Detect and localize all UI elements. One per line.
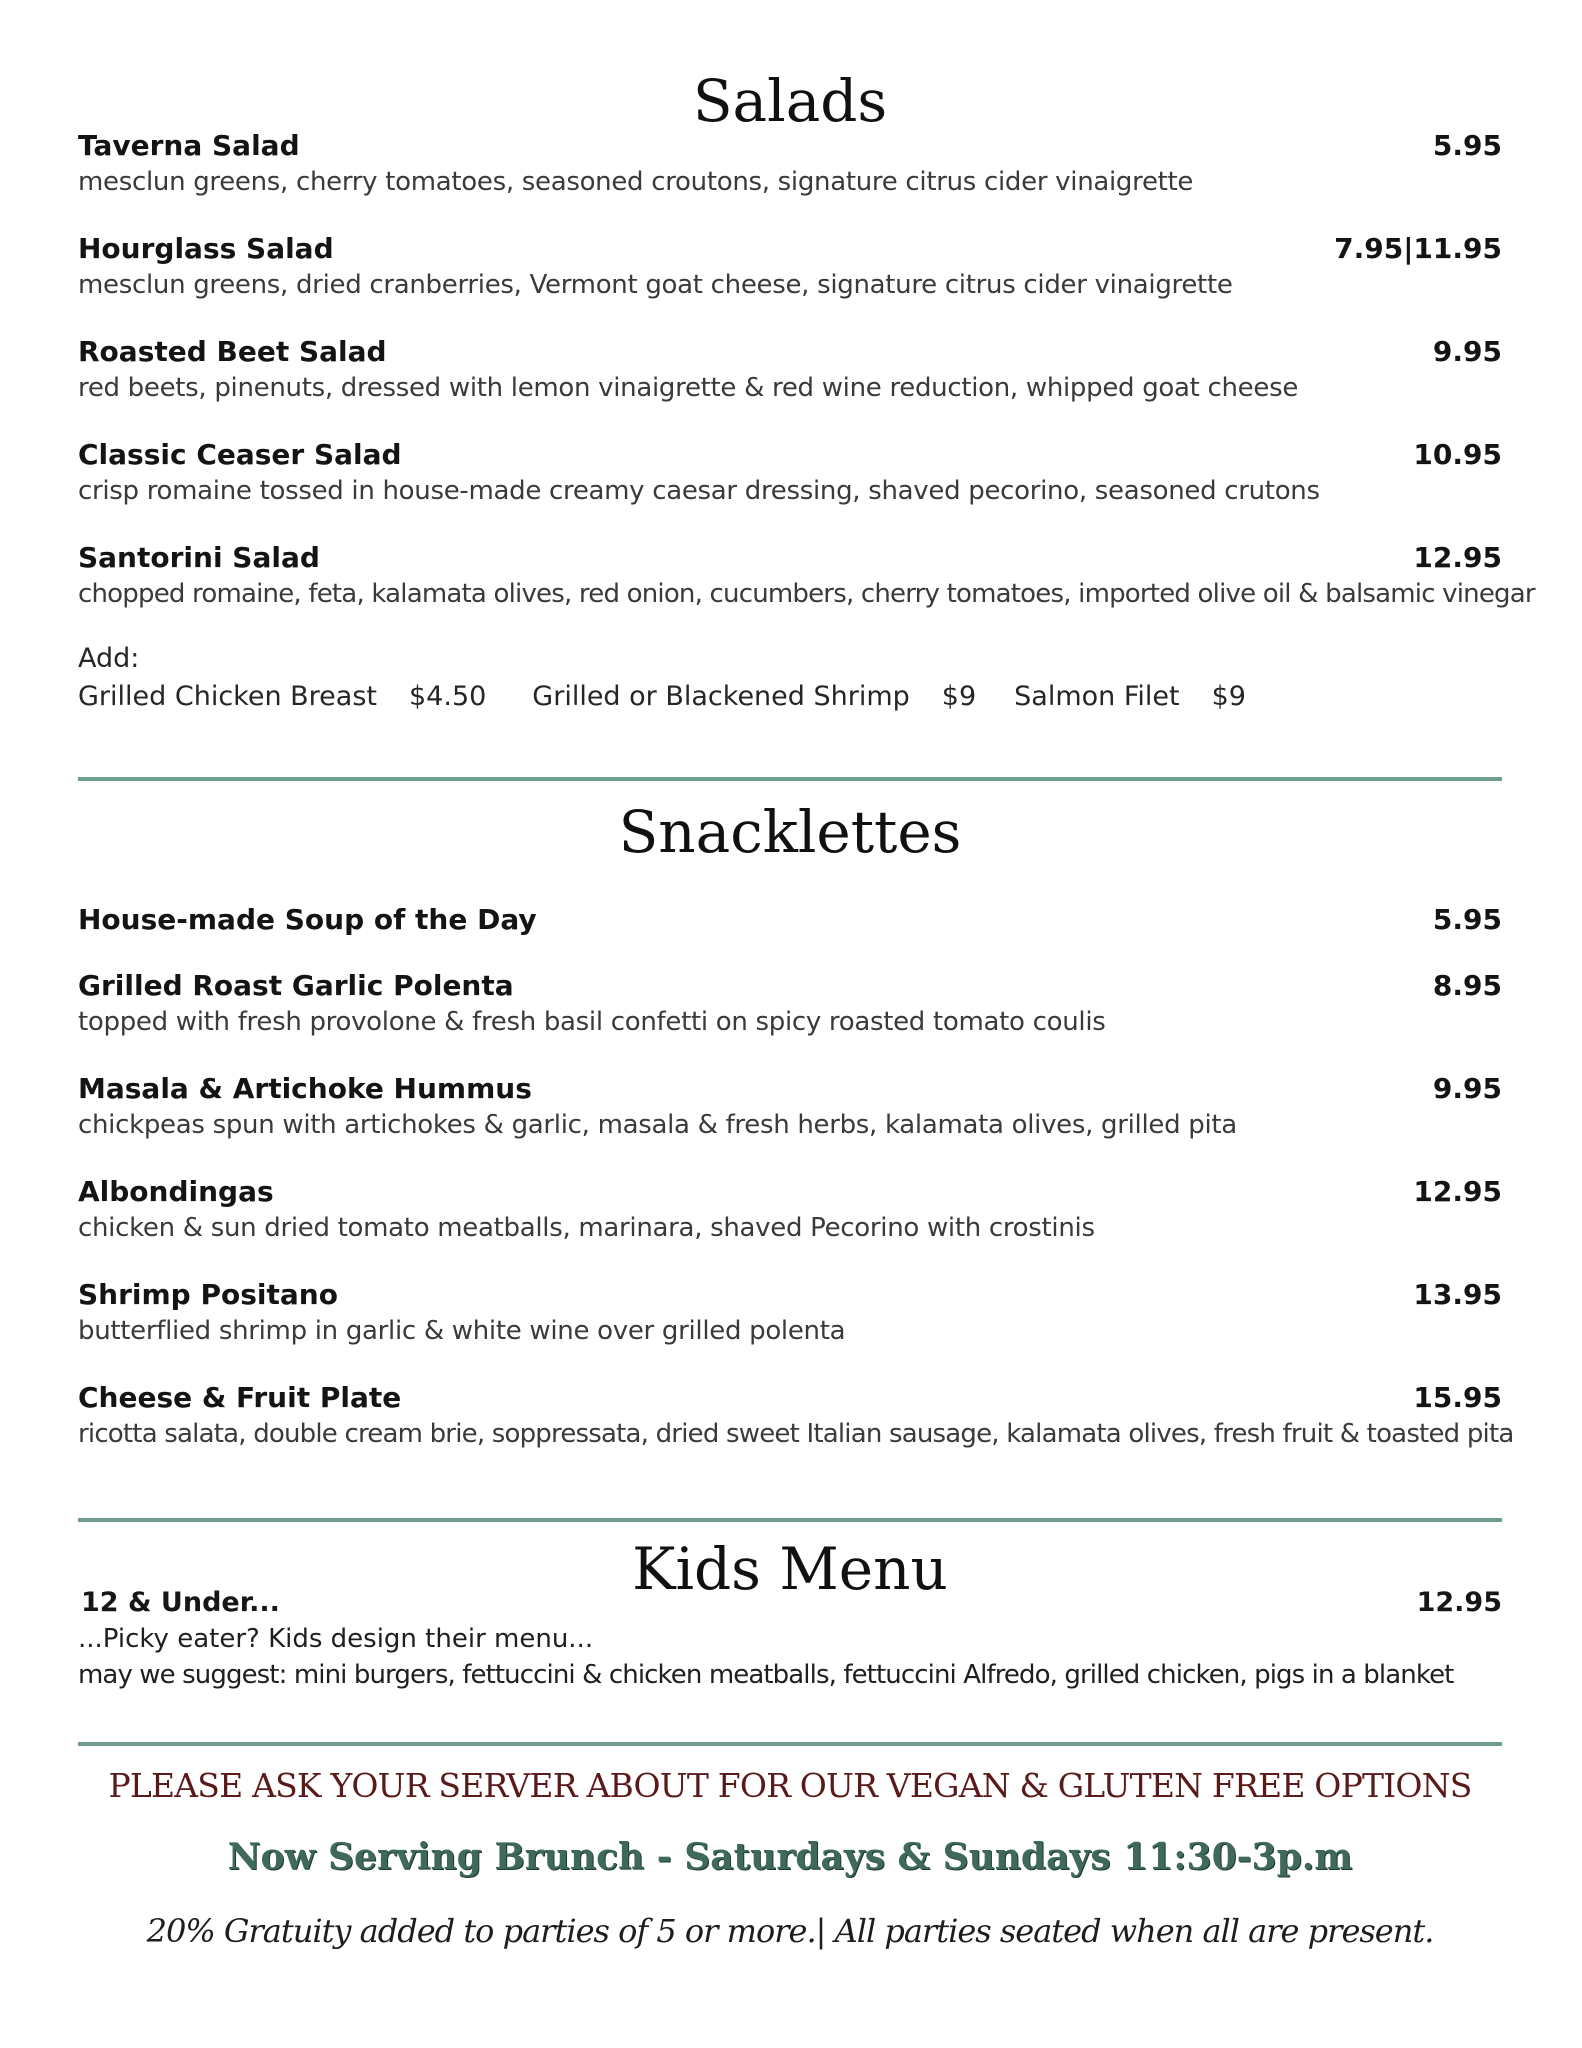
add-on-name: Salmon Filet xyxy=(1014,681,1180,712)
item-price: 12.95 xyxy=(1413,541,1502,574)
item-price: 9.95 xyxy=(1432,335,1502,368)
item-description: chopped romaine, feta, kalamata olives, red onion, cucumbers, cherry tomatoes, imported olive oil & balsamic vinegar xyxy=(78,579,1535,609)
item-price: 9.95 xyxy=(1432,1072,1502,1105)
item-price: 8.95 xyxy=(1432,969,1502,1002)
item-name: House-made Soup of the Day xyxy=(78,903,537,936)
item-name: Roasted Beet Salad xyxy=(78,335,387,368)
add-on-name: Grilled Chicken Breast xyxy=(78,681,377,712)
item-name: Taverna Salad xyxy=(78,129,300,162)
menu-item xyxy=(78,1380,1514,1452)
add-on-price: $9 xyxy=(1211,681,1246,712)
menu-item xyxy=(78,1071,1502,1143)
item-description: red beets, pinenuts, dressed with lemon vinaigrette & red wine reduction, whipped goat cheese xyxy=(78,373,1299,403)
menu-item xyxy=(78,968,1502,1040)
item-name: Grilled Roast Garlic Polenta xyxy=(78,969,514,1002)
item-price: 12.95 xyxy=(1413,1175,1502,1208)
item-price: 7.95|11.95 xyxy=(1334,232,1502,265)
add-label: Add: xyxy=(78,643,140,674)
item-price: 5.95 xyxy=(1432,129,1502,162)
salad-add-ons xyxy=(78,640,1502,716)
item-description: chickpeas spun with artichokes & garlic, masala & fresh herbs, kalamata olives, grilled pita xyxy=(78,1110,1237,1140)
kids-tagline: ...Picky eater? Kids design their menu... xyxy=(78,1624,594,1654)
menu-item xyxy=(78,437,1502,509)
menu-item xyxy=(78,540,1535,612)
item-name: Masala & Artichoke Hummus xyxy=(78,1072,532,1105)
menu-item xyxy=(78,902,1502,938)
add-on-name: Grilled or Blackened Shrimp xyxy=(532,681,910,712)
item-price: 5.95 xyxy=(1432,903,1502,936)
item-name: Classic Ceaser Salad xyxy=(78,438,402,471)
item-price: 13.95 xyxy=(1413,1278,1502,1311)
section-divider xyxy=(78,1742,1502,1746)
snacklettes-title: Snacklettes xyxy=(618,798,962,866)
item-name: Shrimp Positano xyxy=(78,1278,338,1311)
section-divider xyxy=(78,777,1502,781)
menu-item xyxy=(78,1174,1502,1246)
item-name: Cheese & Fruit Plate xyxy=(78,1381,402,1414)
item-description: topped with fresh provolone & fresh basil confetti on spicy roasted tomato coulis xyxy=(78,1007,1106,1037)
item-description: ricotta salata, double cream brie, soppressata, dried sweet Italian sausage, kalamata olives, fresh fruit & toasted pita xyxy=(78,1419,1514,1449)
item-name: Hourglass Salad xyxy=(78,232,334,265)
kids-age-label: 12 & Under... xyxy=(81,1587,280,1618)
item-name: Albondingas xyxy=(78,1175,274,1208)
menu-item xyxy=(78,128,1502,200)
add-on-price: $4.50 xyxy=(409,681,487,712)
menu-item xyxy=(78,231,1502,303)
kids-suggestions: may we suggest: mini burgers, fettuccini & chicken meatballs, fettuccini Alfredo, grilled chicken, pigs in a blanket xyxy=(78,1660,1454,1690)
menu-item xyxy=(78,334,1502,406)
item-description: mesclun greens, cherry tomatoes, seasoned croutons, signature citrus cider vinaigrette xyxy=(78,167,1194,197)
item-description: crisp romaine tossed in house-made creamy caesar dressing, shaved pecorino, seasoned crutons xyxy=(78,476,1320,506)
kids-price: 12.95 xyxy=(1416,1587,1502,1618)
item-price: 15.95 xyxy=(1413,1381,1502,1414)
brunch-announcement: Now Serving Brunch - Saturdays & Sundays 11:30-3p.m xyxy=(227,1836,1353,1878)
item-description: chicken & sun dried tomato meatballs, marinara, shaved Pecorino with crostinis xyxy=(78,1213,1095,1243)
dietary-options-notice: PLEASE ASK YOUR SERVER ABOUT FOR OUR VEGAN & GLUTEN FREE OPTIONS xyxy=(108,1766,1472,1805)
menu-item xyxy=(78,1277,1502,1349)
item-description: butterflied shrimp in garlic & white wine over grilled polenta xyxy=(78,1316,846,1346)
kids-menu xyxy=(78,1585,1502,1693)
item-name: Santorini Salad xyxy=(78,541,320,574)
section-divider xyxy=(78,1518,1502,1522)
add-on-price: $9 xyxy=(941,681,977,712)
gratuity-notice: 20% Gratuity added to parties of 5 or more.| All parties seated when all are present. xyxy=(146,1912,1434,1950)
salads-title: Salads xyxy=(692,67,888,135)
item-price: 10.95 xyxy=(1413,438,1502,471)
kids-menu-title: Kids Menu xyxy=(632,1535,948,1603)
item-description: mesclun greens, dried cranberries, Vermont goat cheese, signature citrus cider vinaigrette xyxy=(78,270,1233,300)
